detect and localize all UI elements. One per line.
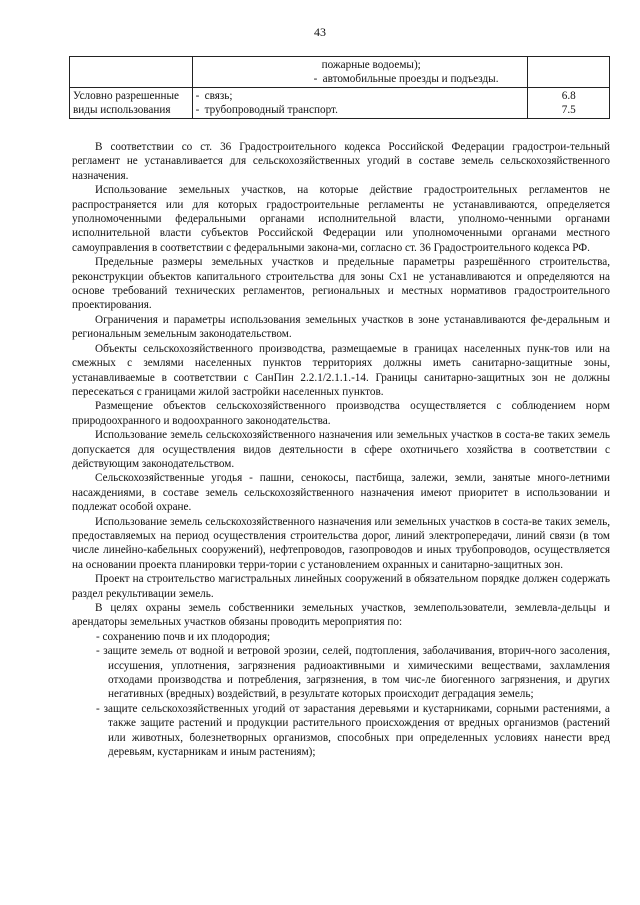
- page-number: 43: [314, 25, 326, 39]
- paragraph: В соответствии со ст. 36 Градостроительного кодекса Российской Федерации градострои-тельный регламент не устанавливается для сельскохозяйственных угодий в составе земель сельскохозяйственного назначения.: [72, 141, 610, 182]
- document-body: [72, 140, 610, 759]
- paragraph: Размещение объектов сельскохозяйственного производства осуществляется с соблюдением норм природоохранного и водоохранного законодательства.: [72, 400, 610, 427]
- code-value: 6.8: [561, 90, 576, 102]
- table-cell-category: Условно разрешенные виды использования: [70, 88, 193, 119]
- paragraph: Использование земельных участков, на которые действие градостроительных регламентов не распространяется или для которых градостроительные регламенты не устанавливаются, определяется уполномоченными федеральными органами исполнительной власти, уполномо-ченными органами исполнительной власти субъектов Российской Федерации или уполномоченными органами местного самоуправления в соответствии с федеральными законa-ми, согласно ст. 36 Градостроительного кодекса РФ.: [72, 184, 610, 254]
- paragraph: Сельскохозяйственные угодья - пашни, сенокосы, пастбища, залежи, земли, занятые много-летними насаждениями, в составе земель сельскохозяйственного назначения имеют приоритет в использовании и подлежат особой охране.: [72, 472, 610, 514]
- table-cell-code: [528, 88, 610, 119]
- paragraph: Использование земель сельскохозяйственного назначения или земельных участков в соста-ве таких земель допускается для осуществления видов деятельности в сфере охотничьего хозяйства в соответствии с действующим законодательством.: [72, 429, 610, 470]
- zoning-table: [69, 56, 610, 119]
- bullet-text: защите земель от водной и ветровой эрозии, селей, подтопления, заболачивания, вторич-ного засоления, иссушения, уплотнения, загрязнения радиоактивными и химическими веществами, захламления отходами производства и потребления, загрязнения, в том чис-ле биогенного загрязнения, и других негативных (вредных) воздействий, в результате которых происходит деградация земель;: [103, 645, 610, 701]
- bullet-mark: -: [96, 645, 100, 658]
- paragraph: В целях охраны земель собственники земельных участков, землепользователи, землевла-дельцы и арендаторы земельных участков обязаны проводить мероприятия по:: [72, 602, 610, 629]
- paragraph: Ограничения и параметры использования земельных участков в зоне устанавливаются фе-деральным и региональным земельным законодательством.: [72, 313, 610, 341]
- code-value: 7.5: [561, 104, 576, 116]
- bullet-text: защите сельскохозяйственных угодий от зарастания деревьями и кустарниками, сорными растениями, а также защите растений и продукции растительного происхождения от вредных организмов (растений или животных, болезнетворных организмов, способных при определенных условиях нанести вред деревьям, кустарникам и иным растениям);: [103, 702, 611, 759]
- paragraph: Использование земель сельскохозяйственного назначения или земельных участков в соста-ве таких земель, предоставляемых на период осуществления строительства дорог, линий электропередачи, линий связи (в том числе линейно-кабельных сооружений), нефтепроводов, газопроводов и иных трубопроводов, осуществляется на основании проекта планировки терри-тории с установлением охранных и санитарно-защитных зон.: [72, 515, 610, 571]
- bullet-mark: -: [96, 702, 100, 715]
- table-cell-empty: [70, 57, 193, 88]
- paragraph: Объекты сельскохозяйственного производства, размещаемые в границах населенных пунк-тов или на смежных с землями населенных пунктов территориях должны иметь санитарно-защитные зоны, устанавливаемые в соответствии с СанПин 2.2.1/2.1.1.-14. Границы санитарно-защитных зон не должны пересекаться с границами жилой застройки населенных пунктов.: [72, 342, 610, 398]
- list-item: [72, 644, 610, 702]
- list-item: [72, 702, 610, 760]
- list-item: - автомобильные проезды и подъезды.: [313, 73, 499, 85]
- list-item: пожарные водоемы);: [321, 59, 421, 71]
- table-cell-code: [528, 57, 610, 88]
- paragraph: Предельные размеры земельных участков и предельные параметры разрешённого строительства, реконструкции объектов капитального строительства для зоны Сх1 не устанавливаются и определяются на основе требований технических регламентов, региональных и местных нормативов градостроительного проектирования.: [72, 256, 610, 312]
- table-cell-items: [192, 88, 528, 119]
- paragraph: Проект на строительство магистральных линейных сооружений в обязательном порядке должен содержать раздел рекультивации земель.: [72, 573, 610, 600]
- list-item: - связь;: [195, 90, 233, 102]
- bullet-text: сохранению почв и их плодородия;: [102, 630, 271, 643]
- table-row: [70, 57, 610, 88]
- table-cell-items: [192, 57, 528, 88]
- table-row: [70, 88, 610, 119]
- list-item: - трубопроводный транспорт.: [195, 104, 338, 116]
- list-item: [72, 630, 610, 644]
- bullet-mark: -: [96, 630, 100, 643]
